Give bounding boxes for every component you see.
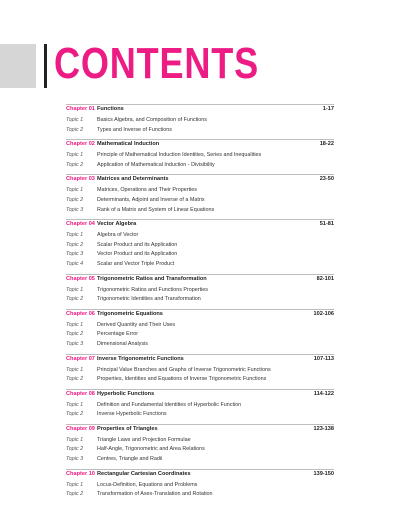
topic-title: Derived Quantity and Their Uses — [97, 321, 176, 328]
topic-row[interactable] — [66, 127, 334, 137]
topic-number: Topic 2 — [66, 161, 84, 168]
title-divider-bar — [44, 44, 47, 88]
chapter-row[interactable] — [66, 139, 334, 152]
topic-row[interactable] — [66, 251, 334, 261]
topic-number: Topic 1 — [66, 366, 84, 373]
topic-number: Topic 1 — [66, 117, 84, 123]
topic-row[interactable] — [66, 242, 334, 252]
topic-title: Application of Mathematical Induction - Divisibility — [97, 161, 215, 168]
chapter-page-range: 18-22 — [319, 141, 334, 148]
topic-number: Topic 2 — [66, 446, 84, 453]
chapter-page-range: 114-122 — [313, 390, 334, 397]
topic-title: Determinants, Adjoint and Inverse of a Matrix — [97, 196, 205, 203]
topic-row[interactable] — [66, 376, 334, 386]
topic-row[interactable] — [66, 162, 334, 172]
chapter-row[interactable] — [66, 174, 334, 187]
topic-number: Topic 1 — [66, 187, 84, 194]
topic-number: Topic 4 — [66, 260, 84, 267]
topic-row[interactable] — [66, 482, 334, 492]
chapter-title: Mathematical Induction — [97, 141, 160, 148]
chapter-block — [66, 309, 334, 351]
gray-decor-block — [0, 44, 36, 88]
chapter-block — [66, 389, 334, 421]
chapter-number: Chapter 09 — [66, 425, 95, 432]
topic-number: Topic 1 — [66, 436, 84, 443]
topic-row[interactable] — [66, 287, 334, 297]
topic-number: Topic 2 — [66, 196, 84, 203]
chapter-block — [66, 469, 334, 501]
chapter-row[interactable] — [66, 309, 334, 322]
chapter-row[interactable] — [66, 274, 334, 287]
topic-row[interactable] — [66, 197, 334, 207]
topic-title: Scalar Product and its Application — [97, 241, 178, 248]
chapter-title: Properties of Triangles — [97, 425, 158, 432]
chapter-block — [66, 104, 334, 136]
chapter-block — [66, 274, 334, 306]
topic-number: Topic 1 — [66, 401, 84, 408]
topic-number: Topic 2 — [66, 126, 84, 133]
topic-title: Inverse Hyperbolic Functions — [97, 411, 167, 418]
topic-row[interactable] — [66, 341, 334, 351]
topic-row[interactable] — [66, 117, 334, 127]
topic-number: Topic 2 — [66, 491, 84, 498]
chapter-title: Functions — [97, 106, 124, 112]
topic-title: Percentage Error — [97, 331, 139, 338]
topic-title: Half-Angle, Trigonometric and Area Relations — [97, 446, 205, 453]
chapter-title: Inverse Trigonometric Functions — [97, 355, 184, 362]
topic-row[interactable] — [66, 446, 334, 456]
chapter-number: Chapter 10 — [66, 470, 95, 477]
chapter-number: Chapter 03 — [66, 176, 95, 183]
topic-number: Topic 2 — [66, 331, 84, 338]
chapter-row[interactable] — [66, 354, 334, 367]
chapter-page-range: 102-106 — [313, 310, 334, 317]
topic-row[interactable] — [66, 322, 334, 332]
chapter-title: Hyperbolic Functions — [97, 390, 155, 397]
topic-title: Principal Value Branches and Graphs of Inverse Trigonometric Functions — [97, 366, 271, 373]
table-of-contents — [66, 104, 334, 504]
topic-title: Dimensional Analysis — [97, 340, 148, 347]
topic-number: Topic 1 — [66, 152, 84, 159]
topic-title: Transformation of Axes-Translation and Rotation — [97, 491, 213, 498]
chapter-row[interactable] — [66, 104, 334, 117]
chapter-title: Rectangular Cartesian Coordinates — [97, 470, 191, 477]
chapter-title: Vector Algebra — [97, 221, 137, 228]
topic-row[interactable] — [66, 491, 334, 501]
chapter-block — [66, 174, 334, 216]
topic-row[interactable] — [66, 296, 334, 306]
topic-number: Topic 2 — [66, 296, 84, 303]
topic-title: Trigonometric Identities and Transformation — [97, 296, 201, 303]
topic-row[interactable] — [66, 232, 334, 242]
topic-row[interactable] — [66, 456, 334, 466]
chapter-page-range: 1-17 — [322, 106, 334, 112]
topic-number: Topic 3 — [66, 456, 84, 463]
chapter-number: Chapter 01 — [66, 106, 95, 112]
topic-title: Vector Product and its Application — [97, 251, 178, 258]
chapter-block — [66, 424, 334, 466]
topic-title: Principle of Mathematical Induction Identities, Series and Inequalities — [97, 152, 262, 159]
topic-title: Rank of a Matrix and System of Linear Equations — [97, 206, 215, 213]
topic-number: Topic 3 — [66, 251, 84, 258]
topic-row[interactable] — [66, 261, 334, 271]
chapter-number: Chapter 08 — [66, 390, 95, 397]
chapter-title: Matrices and Determinants — [97, 176, 169, 183]
topic-row[interactable] — [66, 437, 334, 447]
topic-number: Topic 1 — [66, 286, 84, 293]
chapter-page-range: 123-138 — [313, 425, 334, 432]
topic-row[interactable] — [66, 411, 334, 421]
chapter-page-range: 23-50 — [319, 176, 334, 183]
topic-number: Topic 2 — [66, 411, 84, 418]
chapter-number: Chapter 05 — [66, 275, 95, 282]
topic-row[interactable] — [66, 187, 334, 197]
chapter-page-range: 51-81 — [319, 221, 334, 228]
chapter-row[interactable] — [66, 424, 334, 437]
topic-title: Centres, Triangle and Radii — [97, 456, 163, 463]
chapter-row[interactable] — [66, 219, 334, 232]
chapter-number: Chapter 06 — [66, 310, 95, 317]
topic-title: Triangle Laws and Projection Formulae — [97, 436, 191, 443]
topic-title: Locus-Definition, Equations and Problems — [97, 481, 198, 488]
chapter-row[interactable] — [66, 469, 334, 482]
page-title: CONTENTS — [54, 39, 259, 88]
chapter-number: Chapter 02 — [66, 141, 95, 148]
chapter-block — [66, 139, 334, 171]
topic-number: Topic 1 — [66, 232, 84, 239]
chapter-title: Trigonometric Ratios and Transformation — [97, 275, 207, 282]
topic-title: Basics Algebra, and Composition of Functions — [97, 117, 207, 123]
chapter-title: Trigonometric Equations — [97, 310, 163, 317]
topic-row[interactable] — [66, 331, 334, 341]
topic-number: Topic 2 — [66, 241, 84, 248]
chapter-page-range: 82-101 — [316, 275, 334, 282]
topic-row[interactable] — [66, 152, 334, 162]
topic-row[interactable] — [66, 367, 334, 377]
topic-number: Topic 3 — [66, 206, 84, 213]
topic-number: Topic 1 — [66, 321, 84, 328]
topic-row[interactable] — [66, 402, 334, 412]
chapter-block — [66, 219, 334, 270]
chapter-number: Chapter 07 — [66, 355, 95, 362]
chapter-block — [66, 354, 334, 386]
topic-title: Definition and Fundamental Identities of Hyperbolic Function — [97, 401, 242, 408]
topic-title: Scalar and Vector Triple Product — [97, 260, 175, 267]
topic-title: Types and Inverse of Functions — [97, 126, 172, 133]
chapter-page-range: 107-113 — [313, 355, 334, 362]
topic-title: Trigonometric Ratios and Functions Properties — [97, 286, 208, 293]
topic-number: Topic 2 — [66, 376, 84, 383]
topic-title: Properties, Identities and Equations of Inverse Trigonometric Functions — [97, 376, 267, 383]
chapter-page-range: 139-150 — [313, 470, 334, 477]
topic-title: Matrices, Operations and Their Properties — [97, 187, 197, 194]
topic-number: Topic 1 — [66, 481, 84, 488]
chapter-row[interactable] — [66, 389, 334, 402]
topic-title: Algebra of Vector — [97, 232, 139, 239]
topic-number: Topic 3 — [66, 340, 84, 347]
topic-row[interactable] — [66, 207, 334, 217]
chapter-number: Chapter 04 — [66, 221, 95, 228]
